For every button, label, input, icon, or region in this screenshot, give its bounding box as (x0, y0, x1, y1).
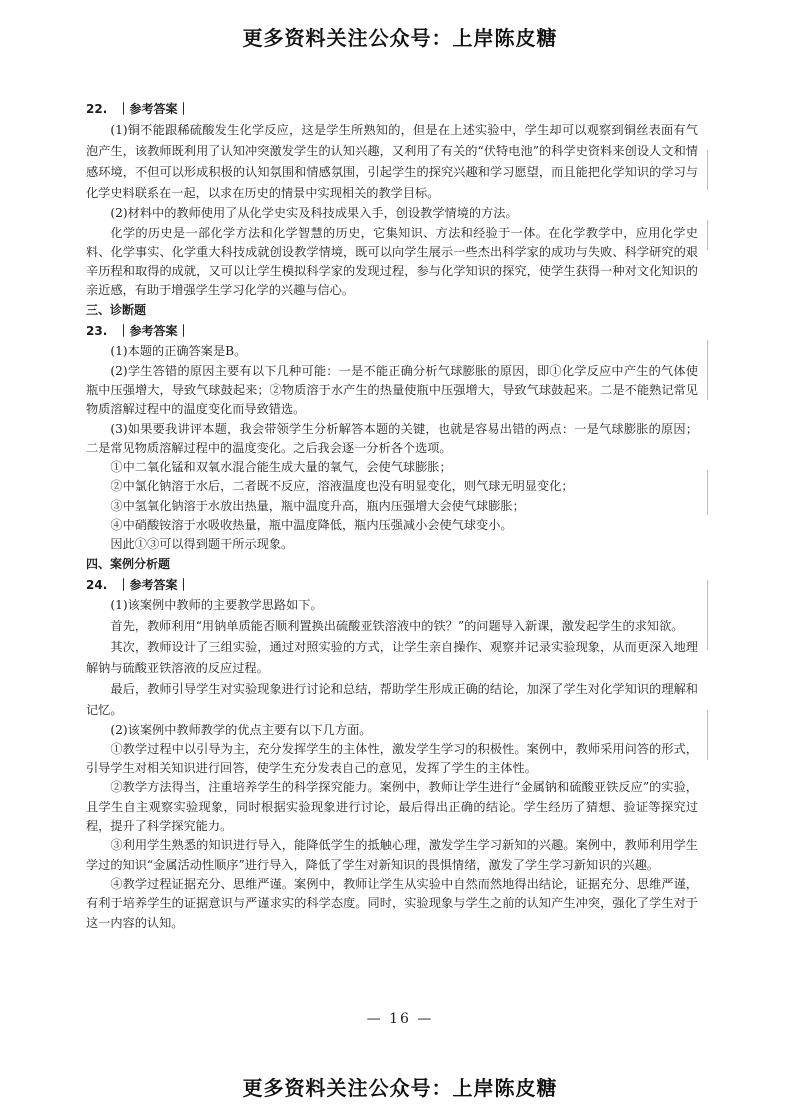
question-23-header (86, 322, 698, 341)
answer-label: ｜参考答案｜ (117, 324, 190, 339)
page-number: — 16 — (366, 1011, 434, 1027)
q23-paragraph-2: (2)学生答错的原因主要有以下几种可能：一是不能正确分析气球膨胀的原因，即①化学反应中产生的气体使瓶中压强增大，导致气球鼓起来；②物质溶于水产生的热量使瓶中压强增大，导致气球鼓起来。二是不能熟记常见物质溶解过程中的温度变化而导致错选。 (86, 363, 698, 417)
q24-point-1: ①教学过程中以引导为主，充分发挥学生的主体性，激发学生学习的积极性。案例中，教师采用问答的形式，引导学生对相关知识进行回答，使学生充分发表自己的意见，发挥了学生的主体性。 (86, 741, 698, 776)
q24-point-4: ④教学过程证据充分、思维严谨。案例中，教师让学生从实验中自然而然地得出结论，证据充分、思维严谨，有利于培养学生的证据意识与严谨求实的科学态度。同时，实验现象与学生之前的认知产生冲突，强化了学生对于这一内容的认知。 (86, 876, 698, 930)
q24-point-2: ②教学方法得当，注重培养学生的科学探究能力。案例中，教师让学生进行“金属钠和硫酸亚铁反应”的实验，且学生自主观察实验现象，同时根据实验现象进行讨论，最后得出正确的结论。学生经历了猜想、验证等探究过程，提升了科学探究能力。 (86, 780, 698, 834)
q24-paragraph-3: 其次，教师设计了三组实验，通过对照实验的方式，让学生亲自操作、观察并记录实验现象，从而更深入地理解钠与硫酸亚铁溶液的反应过程。 (86, 639, 698, 675)
question-number: 22. (86, 102, 108, 116)
q23-option-2: ②中氯化钠溶于水后，二者既不反应，溶液温度也没有明显变化，则气球无明显变化； (110, 479, 574, 494)
top-banner: 更多资料关注公众号：上岸陈皮糖 (242, 26, 558, 50)
q23-option-3: ③中氢氧化钠溶于水放出热量，瓶中温度升高，瓶内压强增大会使气球膨胀； (110, 498, 525, 513)
q23-conclusion: 因此①③可以得到题干所示现象。 (110, 537, 294, 552)
q24-paragraph-5: (2)该案例中教师教学的优点主要有以下几方面。 (110, 722, 372, 737)
section-heading-case-analysis: 四、案例分析题 (86, 556, 171, 571)
q22-paragraph-1: (1)铜不能跟稀硫酸发生化学反应，这是学生所熟知的，但是在上述实验中，学生却可以观察到铜丝表面有气泡产生，该教师既利用了认知冲突激发学生的认知兴趣，又利用了有关的“伏特电池”的科学史资料来创设人文和情感环境，不但可以形成积极的认知氛围和情感氛围，引起学生的探究兴趣和学习愿望，而且能把化学知识的学习与化学史料联系在一起，以求在历史的情景中实现相关的教学目标。 (86, 123, 698, 201)
answer-content (86, 98, 698, 933)
section-heading-diagnosis: 三、诊断题 (86, 302, 147, 317)
q22-paragraph-3: 化学的历史是一部化学方法和化学智慧的历史，它集知识、方法和经验于一体。在化学教学中，应用化学史料、化学事实、化学重大科技成就创设教学情境，既可以向学生展示一些杰出科学家的成功与失败、科学研究的艰辛历程和取得的成就，又可以让学生模拟科学家的发现过程，参与化学知识的探究，使学生获得一种对文化知识的亲近感，有助于增强学生学习化学的兴趣与信心。 (86, 225, 698, 298)
question-number: 23. (86, 324, 108, 339)
question-22-header (86, 100, 698, 119)
q23-option-1: ①中二氧化锰和双氧水混合能生成大量的氧气，会使气球膨胀； (110, 460, 452, 475)
q24-paragraph-2: 首先，教师利用“用钠单质能否顺利置换出硫酸亚铁溶液中的铁？”的问题导入新课，激发起学生的求知欲。 (110, 618, 684, 633)
q24-point-3: ③利用学生熟悉的知识进行导入，能降低学生的抵触心理，激发学生学习新知的兴趣。案例中，教师利用学生学过的知识“金属活动性顺序”进行导入，降低了学生对新知识的畏惧情绪，激发了学生学习新知识的兴趣。 (86, 838, 698, 872)
question-24-header (86, 576, 698, 595)
q24-paragraph-4: 最后，教师引导学生对实验现象进行讨论和总结，帮助学生形成正确的结论，加深了学生对化学知识的理解和记忆。 (86, 681, 698, 717)
margin-scan-marks (707, 150, 711, 810)
q24-paragraph-1: (1)该案例中教师的主要教学思路如下。 (110, 598, 323, 613)
q23-paragraph-1: (1)本题的正确答案是B。 (110, 344, 247, 359)
q23-option-4: ④中硝酸铵溶于水吸收热量，瓶中温度降低，瓶内压强减小会使气球变小。 (110, 518, 513, 533)
q23-paragraph-3: (3)如果要我讲评本题，我会带领学生分析解答本题的关键，也就是容易出错的两点：一是气球膨胀的原因；二是常见物质溶解过程中的温度变化。之后我会逐一分析各个选项。 (86, 421, 698, 455)
question-number: 24. (86, 577, 108, 592)
bottom-banner: 更多资料关注公众号：上岸陈皮糖 (242, 1076, 558, 1100)
answer-label: ｜参考答案｜ (117, 102, 190, 116)
q22-paragraph-2: (2)材料中的教师使用了从化学史实及科技成果入手，创设教学情境的方法。 (110, 206, 518, 221)
answer-label: ｜参考答案｜ (117, 577, 190, 592)
